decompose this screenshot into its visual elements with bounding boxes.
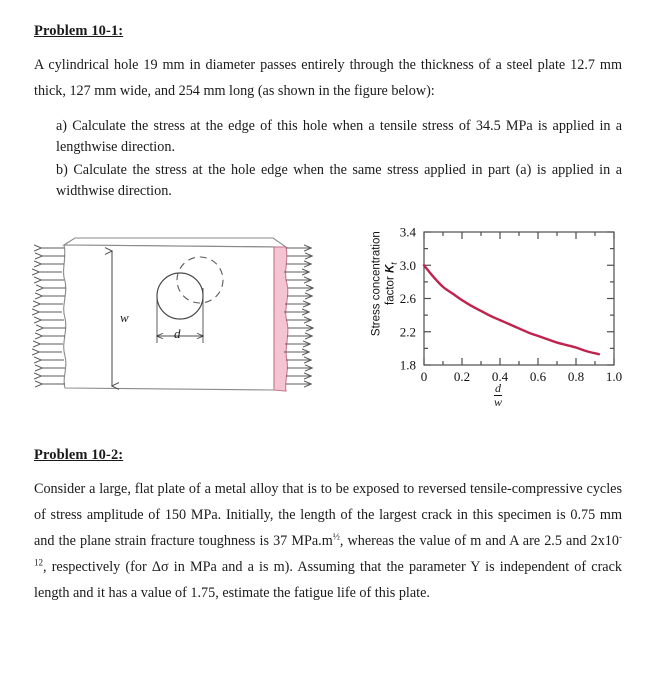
chart-tick-label: 2.2	[399, 324, 416, 340]
problem-10-2-part3: , respectively (for Δσ in MPa and a is m). Assuming that the parameter Y is independent of crack length and it has a value of 1.75, estimate the fatigue life of this plate.	[34, 559, 622, 601]
chart-tick-label: 1.0	[605, 369, 623, 384]
kt-chart	[346, 214, 636, 414]
problem-10-1-heading: Problem 10-1:	[34, 23, 124, 39]
problem-10-1-statement: A cylindrical hole 19 mm in diameter passes entirely through the thickness of a steel plate 12.7 mm thick, 127 mm wide, and 254 mm long (as shown in the figure below):	[34, 57, 622, 99]
plate-right-edge-face	[274, 247, 288, 391]
plate-diameter-label: d	[174, 326, 181, 341]
problem-10-1-block	[34, 22, 622, 202]
problem-10-1-item-b: b) Calculate the stress at the hole edge when the same stress applied in part (a) is applied in a widthwise direction.	[56, 162, 622, 199]
chart-y-axis-label-line1: Stress concentration	[370, 231, 383, 337]
chart-tick-label: 0.2	[453, 369, 471, 384]
figure-row	[34, 218, 622, 418]
problem-10-2-block	[34, 446, 622, 606]
problem-10-2-heading: Problem 10-2:	[34, 447, 124, 463]
chart-x-axis-label	[494, 382, 502, 410]
problem-10-1-item-a: a) Calculate the stress at the edge of this hole when a tensile stress of 34.5 MPa is applied in a lengthwise direction.	[56, 118, 622, 155]
problem-10-2-part2: , whereas the value of m and A are 2.5 and 2x10	[339, 533, 619, 549]
plate-diagram	[28, 218, 338, 413]
chart-x-axis-denominator: w	[494, 394, 503, 409]
chart-tick-label: 0	[420, 369, 428, 384]
chart-tick-label: 2.6	[399, 291, 416, 306]
chart-tick-label: 3.4	[399, 224, 416, 240]
chart-y-axis-symbol-subscript: t	[388, 262, 399, 265]
chart-y-axis-symbol: K	[384, 264, 397, 274]
plate-front-face	[64, 245, 274, 390]
left-load-arrows	[39, 248, 66, 384]
chart-frame	[424, 232, 614, 365]
chart-tick-label: 1.8	[399, 357, 416, 373]
problem-10-2-part1: Consider a large, flat plate of a metal alloy that is to be exposed to reversed tensile-compressive cycles of stress amplitude of 150 MPa. Initially, the length of the largest crack in this specimen is 0.75 mm and the plane strain fracture toughness is 37 MPa.m	[34, 481, 622, 549]
problem-10-1-subitems	[56, 116, 622, 202]
chart-tick-label: 0.8	[567, 369, 585, 384]
problem-10-2-statement	[34, 476, 622, 606]
problem-10-2-a-exponent: -12	[34, 531, 622, 568]
chart-x-axis-numerator: d	[495, 381, 501, 395]
plate-width-label: w	[120, 310, 129, 325]
chart-y-axis-label-line2: factor	[384, 276, 397, 305]
problem-10-2-toughness-exponent: ½	[332, 532, 340, 543]
chart-tick-label: 0.4	[491, 369, 509, 384]
chart-y-axis-label	[369, 219, 400, 349]
right-load-arrows	[284, 248, 313, 384]
chart-tick-label: 0.6	[529, 369, 547, 384]
chart-tick-label: 3.0	[399, 257, 416, 273]
